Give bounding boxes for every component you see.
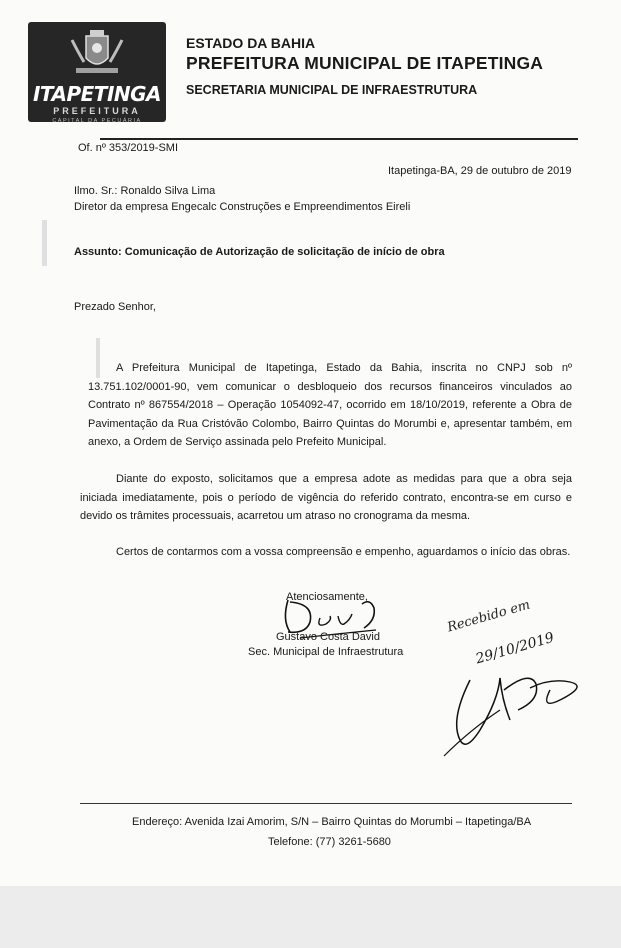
letter-reference: Of. nº 353/2019-SMI [78, 142, 179, 154]
footer-phone: Telefone: (77) 3261-5680 [268, 836, 391, 848]
receipt-signature-icon [440, 660, 590, 760]
logo-tagline: CAPITAL DA PECUÁRIA [52, 118, 142, 122]
letter-date: Itapetinga-BA, 29 de outubro de 2019 [388, 165, 572, 177]
recipient-name: Ilmo. Sr.: Ronaldo Silva Lima [74, 185, 216, 197]
footer-address: Endereço: Avenida Izai Amorim, S/N – Bairro Quintas do Morumbi – Itapetinga/BA [132, 816, 532, 828]
letter-subject: Assunto: Comunicação de Autorização de solicitação de início de obra [74, 246, 445, 258]
header-secretariat: SECRETARIA MUNICIPAL DE INFRAESTRUTURA [186, 83, 478, 97]
scan-background [0, 886, 621, 948]
signatory-name: Gustavo Costa David [276, 631, 380, 643]
signatory-role: Sec. Municipal de Infraestrutura [248, 646, 404, 658]
logo-city-name: ITAPETINGA [32, 82, 162, 106]
header-state: ESTADO DA BAHIA [186, 35, 316, 51]
receipt-note-date: 29/10/2019 [474, 629, 556, 668]
letter-greeting: Prezado Senhor, [74, 301, 156, 313]
body-paragraph-3: Certos de contarmos com a vossa compreensão e empenho, aguardamos o início das obras. [116, 546, 571, 558]
coat-of-arms-icon [68, 28, 126, 80]
footer-divider [80, 803, 572, 804]
prefeitura-logo [28, 22, 166, 122]
header-divider [100, 138, 578, 140]
header-municipality: PREFEITURA MUNICIPAL DE ITAPETINGA [186, 53, 544, 73]
body-paragraph-1: A Prefeitura Municipal de Itapetinga, Estado da Bahia, inscrita no CNPJ sob nº 13.751.102/0001-90, vem comunicar o desbloqueio dos recursos financeiros vinculados ao Contrato nº 867554/2018 – Operação 1054092-47, ocorrido em 18/10/2019, referente a Obra de Pavimentação da Rua Cristóvão Colombo, Bairro Quintas do Morumbi e, apresentar também, em anexo, a Ordem de Serviço assinada pelo Prefeito Municipal. [88, 362, 572, 448]
recipient-title: Diretor da empresa Engecalc Construções e Empreendimentos Eireli [74, 201, 411, 213]
body-paragraph-2: Diante do exposto, solicitamos que a empresa adote as medidas para que a obra seja iniciada imediatamente, pois o período de vigência do referido contrato, encontra-se em curso e devido os trâmites processuais, acarretou um atraso no cronograma da mesma. [80, 473, 572, 522]
receipt-note-label: Recebido em [445, 597, 532, 636]
logo-subtitle: PREFEITURA [53, 106, 141, 116]
scan-artifact [42, 220, 47, 266]
letter-closing: Atenciosamente, [286, 591, 368, 603]
